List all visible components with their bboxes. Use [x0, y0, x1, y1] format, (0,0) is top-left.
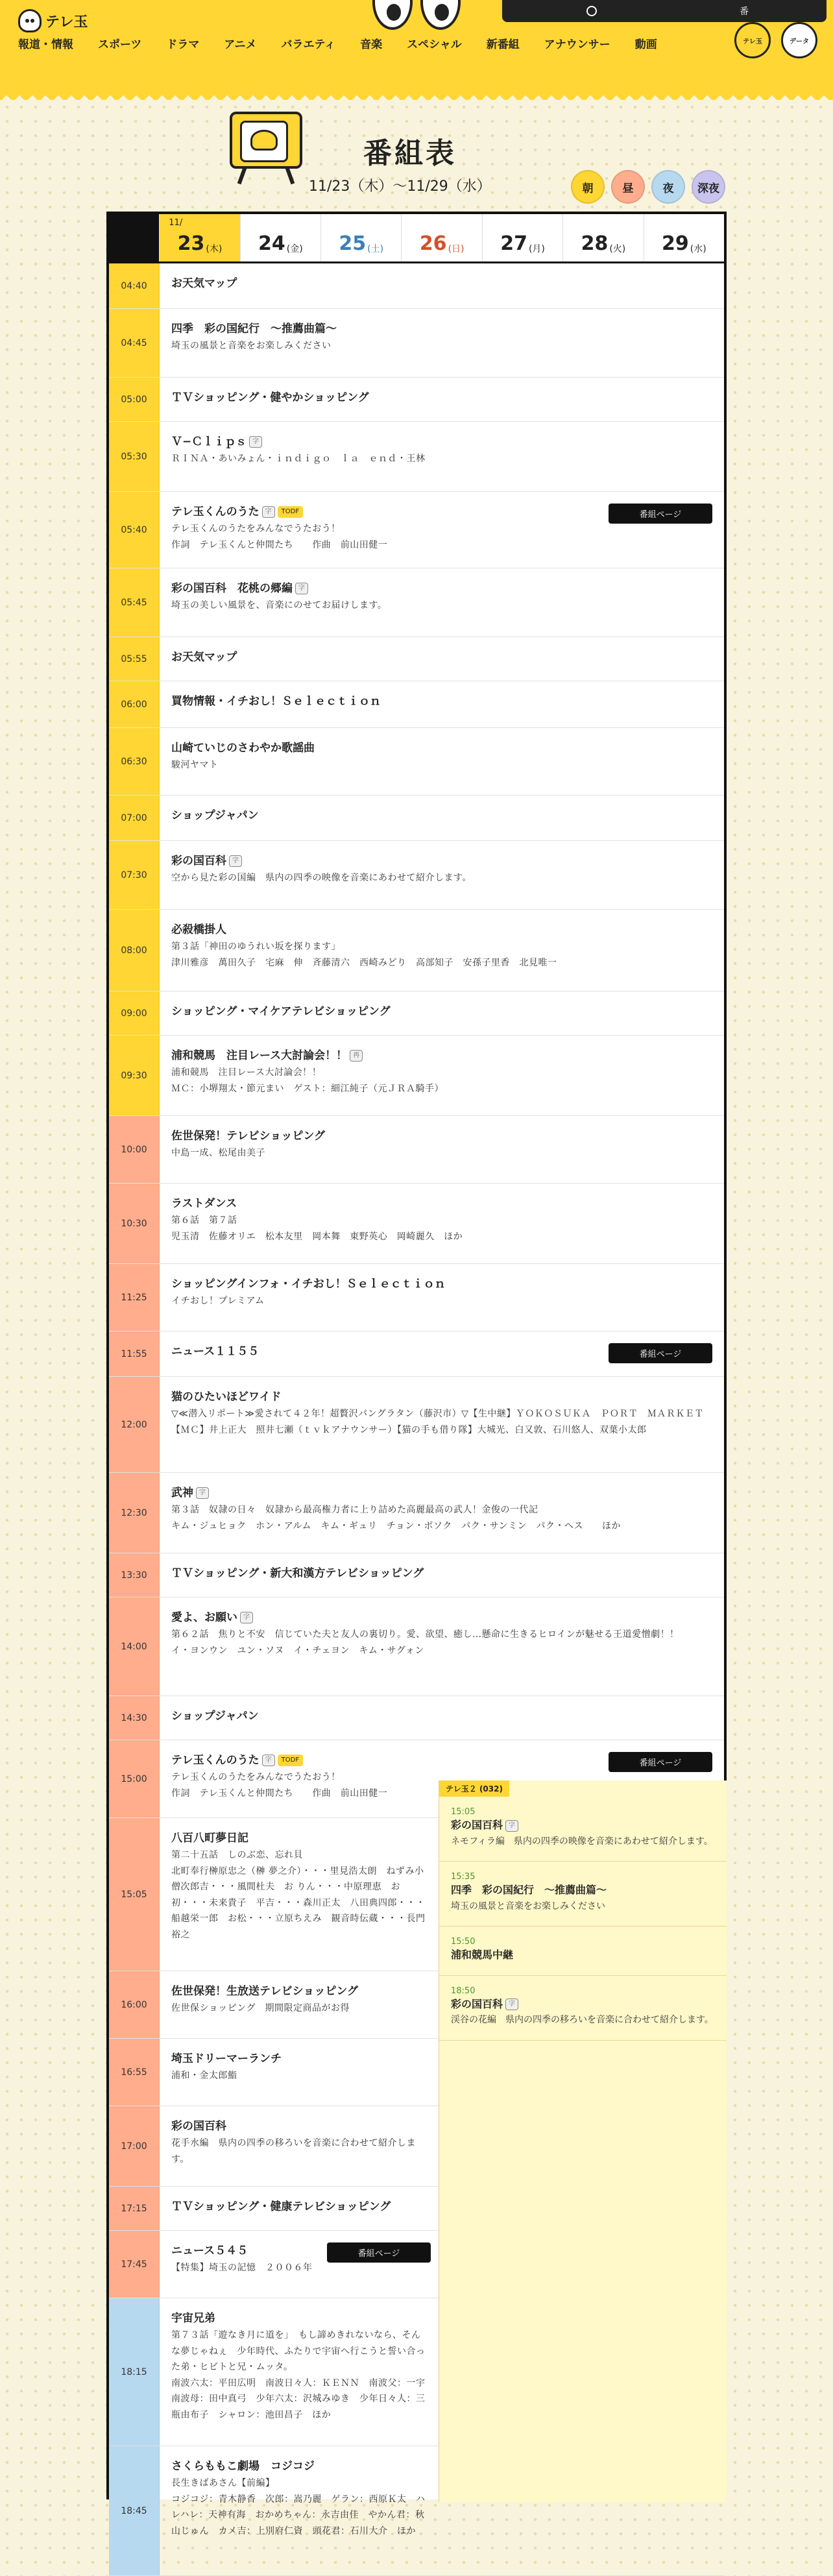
program-time: 17:45 [109, 2231, 160, 2298]
day-tab[interactable] [240, 214, 320, 261]
caption-badge: 字 [295, 583, 308, 594]
caption-badge: 再 [350, 1050, 363, 1062]
program-title-text: 買物情報・イチおし！Ｓｅｌｅｃｔｉｏｎ [171, 695, 381, 708]
corner-cell [109, 214, 159, 261]
day-weekday: (木) [206, 244, 223, 254]
program-title[interactable] [171, 275, 715, 293]
caption-badge: 字 [240, 1612, 253, 1623]
time-button[interactable]: 朝 [571, 170, 605, 204]
program-time: 16:00 [109, 1971, 160, 2038]
program-title-text: Ｖ−Ｃｌｉｐｓ [171, 435, 247, 448]
program-time: 18:45 [109, 2446, 160, 2575]
program-title-text: 八百八町夢日記 [171, 1832, 248, 1845]
program-row [109, 568, 724, 637]
nav-item[interactable]: スペシャル [407, 38, 462, 51]
nav-item[interactable]: バラエティ [281, 38, 336, 51]
sub-program-title[interactable] [451, 1947, 715, 1963]
program-desc: 児玉清 佐藤オリエ 松本友里 岡本舞 東野英心 岡崎麗久 ほか [171, 1231, 463, 1242]
sub-program-time: 15:35 [451, 1872, 476, 1882]
program-cell[interactable] [160, 2187, 439, 2230]
program-time: 17:00 [109, 2106, 160, 2186]
program-time: 15:00 [109, 1740, 160, 1817]
program-cell[interactable] [160, 309, 724, 377]
program-title[interactable] [171, 1047, 715, 1065]
program-desc: ＭＣ：小堺翔太・節元まい ゲスト：細江純子（元ＪＲＡ騎手） [171, 1083, 444, 1094]
program-desc: 埼玉の風景と音楽をお楽しみください [171, 341, 332, 352]
program-desc: 中島一成、松尾由美子 [171, 1148, 265, 1159]
program-desc: 作詞 テレ玉くんと仲間たち 作曲 前山田健一 [171, 539, 388, 550]
program-time: 04:45 [109, 309, 160, 377]
program-title-text: ニュース１１５５ [171, 1345, 260, 1358]
program-time: 12:30 [109, 1473, 160, 1553]
program-title[interactable] [171, 1276, 715, 1293]
program-cell[interactable] [160, 568, 724, 637]
program-cell[interactable] [160, 422, 724, 491]
program-desc: 南波六太：平田広明 南波日々人：ＫＥＮＮ 南波父：一宇 南波母：田中真弓 少年六太：沢城みゆき 少年日々人：三瓶由布子 シャロン：池田昌子 ほか [171, 2377, 435, 2420]
program-title-text: 埼玉ドリーマーランチ [171, 2052, 282, 2065]
sub-program-time: 18:50 [451, 1986, 476, 1996]
time-button[interactable]: 夜 [651, 170, 685, 204]
program-time: 17:15 [109, 2187, 160, 2230]
day-date: 23 [177, 232, 205, 255]
program-title[interactable] [171, 807, 715, 825]
nav-item[interactable]: アニメ [224, 38, 257, 51]
program-title[interactable] [171, 433, 715, 451]
sub-program-title[interactable] [451, 1996, 715, 2013]
program-title-text: テレ玉くんのうた [171, 505, 260, 518]
sub-program-title-text: 四季 彩の国紀行 〜推薦曲篇〜 [451, 1884, 607, 1897]
program-title-text: 愛よ、お願い [171, 1611, 237, 1624]
program-title[interactable] [171, 921, 715, 939]
program-title-text: 必殺橋掛人 [171, 923, 226, 936]
top-bar [502, 0, 827, 22]
program-title[interactable] [171, 649, 715, 666]
day-tab[interactable] [401, 214, 481, 261]
program-title-text: 彩の国百科 [171, 855, 226, 868]
program-title[interactable] [171, 389, 715, 407]
program-desc: 長生きばあさん【前編】 [171, 2478, 275, 2489]
period-range: 11/23（木）〜11/29（水） [309, 178, 491, 195]
program-row [109, 728, 724, 796]
day-tab[interactable] [320, 214, 401, 261]
program-desc: 第３話 奴隷の日々 奴隷から最高権力者に上り詰めた高麗最高の武人！金俊の一代記 [171, 1505, 538, 1516]
day-date: 27 [500, 232, 527, 255]
program-title[interactable] [171, 1830, 429, 1847]
program-cell[interactable] [160, 1971, 439, 2038]
program-title[interactable] [171, 580, 715, 598]
day-date: 24 [258, 232, 285, 255]
program-desc: キム・ジュヒョク ホン・アルム キム・ギュリ チョン・ボソク パク・サンミン パク・ヘス ほか [171, 1520, 622, 1531]
program-cell[interactable] [160, 796, 724, 840]
program-desc: ▽≪潜入リポート≫愛されて４２年！超贅沢パングラタン（藤沢市）▽【生中継】ＹＯＫＯＳＵＫＡ ＰＯＲＴ ＭＡＲＫＥＴ [171, 1409, 704, 1420]
day-weekday: (水) [690, 244, 706, 254]
program-time: 10:30 [109, 1184, 160, 1263]
program-title-text: 武神 [171, 1487, 193, 1500]
program-title-text: ショップジャパン [171, 1710, 259, 1723]
program-title-text: お天気マップ [171, 651, 237, 664]
sub-program-title-text: 浦和競馬中継 [451, 1949, 514, 1962]
time-button[interactable]: 深夜 [692, 170, 725, 204]
program-row [109, 1696, 724, 1740]
program-time: 09:00 [109, 991, 160, 1035]
nav-item[interactable]: ドラマ [166, 38, 200, 51]
program-row [109, 1331, 724, 1377]
day-date: 28 [581, 232, 609, 255]
program-title[interactable] [171, 1003, 715, 1021]
program-cell[interactable] [160, 378, 724, 421]
program-desc: コジコジ：青木静香 次郎：嵩乃麗 ゲラン：西原Ｋ太 ハレハレ：天神有海 おかめちゃん：永吉由佳 やかん君：秋山じゅん カメ吉：上別府仁資 頭花君：石川大介 ほか [171, 2494, 426, 2536]
program-title-text: ＴＶショッピング・新大和漢方テレビショッピング [171, 1567, 424, 1580]
program-title[interactable] [171, 1565, 715, 1583]
program-cell[interactable] [160, 263, 724, 308]
caption-badge: 字 [505, 1820, 518, 1832]
nav-item[interactable]: アナウンサー [544, 38, 610, 51]
program-cell[interactable] [160, 1553, 724, 1597]
program-cell[interactable] [160, 681, 724, 727]
program-desc: 浦和競馬 注目レース大討論会！！ [171, 1067, 322, 1078]
program-title-text: さくらももこ劇場 コジコジ [171, 2460, 315, 2473]
program-title[interactable] [171, 2310, 429, 2327]
day-weekday: (土) [367, 244, 384, 254]
day-date: 29 [661, 232, 689, 255]
time-of-day-buttons [571, 170, 725, 204]
sub-channel-panel [439, 1780, 727, 2502]
mascot-eyes-icon [372, 0, 463, 39]
day-month: 11/ [169, 218, 183, 228]
program-desc: 第６話 第７話 [171, 1215, 237, 1226]
program-time: 05:00 [109, 378, 160, 421]
program-cell[interactable] [160, 1184, 724, 1263]
tv-mascot-icon [230, 112, 302, 169]
program-title[interactable] [171, 1983, 429, 2000]
program-title[interactable] [171, 693, 715, 711]
program-desc: 第二十五話 しのぶ恋、忘れ貝 [171, 1850, 303, 1861]
program-cell[interactable] [160, 910, 724, 991]
program-page-button[interactable]: 番組ページ [327, 2242, 431, 2263]
day-weekday: (金) [286, 244, 303, 254]
program-row [109, 796, 724, 841]
sub-program[interactable] [439, 1926, 727, 1976]
program-cell[interactable] [160, 1696, 724, 1740]
program-row [109, 1116, 724, 1184]
day-weekday: (月) [528, 244, 545, 254]
program-time: 08:00 [109, 910, 160, 991]
day-tab[interactable] [562, 214, 643, 261]
program-cell[interactable] [160, 1818, 439, 1971]
program-desc: イ・ヨンウン ユン・ソヌ イ・チェヨン キム・サグォン [171, 1645, 424, 1656]
program-desc: 浦和・金太郎鮨 [171, 2071, 237, 2082]
program-time: 06:00 [109, 681, 160, 727]
program-title-text: 宇宙兄弟 [171, 2312, 215, 2325]
program-desc: 埼玉の美しい風景を、音楽にのせてお届けします。 [171, 600, 387, 611]
logo-text: テレ玉 [45, 14, 88, 30]
program-title[interactable] [171, 2118, 429, 2135]
program-time: 04:40 [109, 263, 160, 308]
program-cell[interactable] [160, 2106, 439, 2186]
program-row [109, 422, 724, 492]
program-cell[interactable] [160, 728, 724, 795]
sub-program[interactable] [439, 1797, 727, 1862]
day-date: 26 [419, 232, 447, 255]
program-cell[interactable] [160, 1473, 724, 1553]
program-desc: 空から見た彩の国編 県内の四季の映像を音楽にあわせて紹介します。 [171, 873, 472, 884]
sub-program-title[interactable] [451, 1882, 715, 1899]
program-title-text: ニュース５４５ [171, 2244, 248, 2257]
program-time: 18:15 [109, 2298, 160, 2446]
program-row [109, 1036, 724, 1116]
tv-leg-icon [285, 167, 295, 184]
program-time: 12:00 [109, 1377, 160, 1472]
program-title-text: 浦和競馬 注目レース大討論会！！ [171, 1049, 348, 1062]
program-time: 05:30 [109, 422, 160, 491]
todf-badge: TODF [278, 506, 303, 518]
sub-program-desc: ネモフィラ編 県内の四季の映像を音楽にあわせて紹介します。 [451, 1836, 713, 1847]
caption-badge: 字 [249, 436, 262, 448]
program-desc: 駿河ヤマト [171, 760, 219, 771]
day-weekday: (日) [448, 244, 465, 254]
day-tab[interactable] [644, 214, 724, 261]
program-desc: 第７３話「遊なき月に道を」 もし諦めきれないなら、そんな夢じゃねぇ 少年時代、ふたりで宇宙へ行こうと誓い合った弟・ヒビトと兄・ムッタ。 [171, 2330, 426, 2373]
sub-program-title-text: 彩の国百科 [451, 1997, 503, 2010]
tele-tama-mascot-button[interactable]: テレ玉 [734, 22, 771, 58]
site-header [0, 0, 833, 91]
day-tab[interactable] [159, 214, 239, 261]
program-time: 14:00 [109, 1598, 160, 1695]
program-time: 10:00 [109, 1116, 160, 1183]
program-title-text: 山崎ていじのさわやか歌謡曲 [171, 742, 315, 755]
program-row [109, 1473, 724, 1553]
program-time: 05:45 [109, 568, 160, 637]
program-cell[interactable] [160, 1598, 724, 1695]
program-desc: 北町奉行榊原忠之（榊 夢之介）・・・里見浩太朗 ねずみ小僧次郎吉・・・風間杜夫 お りん・・・中原理恵 お初・・・未来貴子 平吉・・・森川正太 八田典四郎・・・船越栄一郎 お松・・・立原ちえみ 観音時伝蔵・・・長門裕之 [171, 1865, 426, 1940]
caption-badge: 字 [262, 506, 275, 518]
program-title-text: お天気マップ [171, 277, 237, 290]
program-title-text: ラストダンス [171, 1197, 237, 1210]
program-row [109, 263, 724, 309]
day-weekday: (火) [609, 244, 626, 254]
program-row [109, 910, 724, 991]
sub-program-time: 15:50 [451, 1937, 476, 1947]
nav-item[interactable]: 報道・情報 [18, 38, 73, 51]
program-cell[interactable] [160, 2298, 439, 2446]
program-title-text: ショッピングインフォ・イチおし！Ｓｅｌｅｃｔｉｏｎ [171, 1278, 446, 1291]
program-title[interactable] [171, 1708, 715, 1725]
sub-program-title[interactable] [451, 1817, 715, 1834]
sub-program[interactable] [439, 1862, 727, 1926]
caption-badge: 字 [229, 855, 242, 867]
clock-icon[interactable] [586, 6, 597, 16]
program-desc: イチおし！プレミアム [171, 1296, 265, 1307]
program-time: 09:30 [109, 1036, 160, 1115]
sub-program-time: 15:05 [451, 1807, 476, 1817]
sub-program-desc: 渓谷の花編 県内の四季の移ろいを音楽に合わせて紹介します。 [451, 2015, 714, 2026]
caption-badge: 字 [196, 1487, 209, 1499]
program-desc: 津川雅彦 萬田久子 宅麻 伸 斉藤清六 西崎みどり 高部知子 安孫子里香 北見唯一 [171, 957, 557, 968]
program-desc: 第６２話 焦りと不安 信じていた夫と友人の裏切り。愛、欲望、癒し…懸命に生きるヒロインが魅せる王道愛憎劇！！ [171, 1629, 679, 1640]
logo[interactable] [18, 9, 88, 32]
program-title[interactable] [171, 740, 715, 757]
program-time: 05:55 [109, 637, 160, 681]
caption-badge: 字 [262, 1755, 275, 1766]
sub-program[interactable] [439, 1976, 727, 2041]
program-desc: ＲＩＮＡ・あいみょん・ｉｎｄｉｇｏ ｌａ ｅｎｄ・王林 [171, 454, 426, 465]
program-desc: 第３話「神田のゆうれい坂を探ります」 [171, 942, 341, 953]
caption-badge: 字 [505, 1999, 518, 2010]
program-title-text: 彩の国百科 [171, 2120, 226, 2133]
program-title[interactable] [171, 853, 715, 870]
program-title-text: 佐世保発！テレビショッピング [171, 1130, 325, 1143]
program-title[interactable] [171, 321, 715, 338]
day-date: 25 [339, 232, 367, 255]
program-desc: 花手水編 県内の四季の移ろいを音楽に合わせて紹介します。 [171, 2138, 416, 2165]
page-title: 番組表 [363, 137, 457, 170]
program-title[interactable] [171, 1195, 715, 1213]
todf-badge: TODF [278, 1755, 303, 1766]
program-row [109, 309, 724, 378]
program-title-text: 彩の国百科 花桃の郷編 [171, 582, 293, 595]
program-title-text: ＴＶショッピング・健やかショッピング [171, 391, 369, 404]
program-row [109, 1377, 724, 1473]
nav-item[interactable]: 新番組 [486, 38, 520, 51]
program-title-text: ＴＶショッピング・健康テレビショッピング [171, 2200, 391, 2213]
program-guide-link[interactable]: 番 [740, 6, 749, 17]
program-desc: 【特集】埼玉の記憶 ２００６年 [171, 2263, 313, 2274]
program-row [109, 1264, 724, 1331]
program-title-text: テレ玉くんのうた [171, 1754, 260, 1767]
program-title[interactable] [171, 1389, 715, 1406]
nav-item[interactable]: 音楽 [360, 38, 383, 51]
program-time: 05:40 [109, 492, 160, 568]
program-time: 13:30 [109, 1553, 160, 1597]
program-time: 06:30 [109, 728, 160, 795]
program-page-button[interactable]: 番組ページ [609, 504, 712, 524]
program-title[interactable] [171, 1609, 715, 1627]
program-row [109, 1553, 724, 1598]
program-title-text: ショッピング・マイケアテレビショッピング [171, 1005, 391, 1018]
nav-item[interactable]: 動画 [634, 38, 657, 51]
program-time: 07:30 [109, 841, 160, 909]
program-title-text: 猫のひたいほどワイド [171, 1391, 282, 1403]
tele-tama-icon [18, 9, 42, 32]
day-tabs [109, 214, 724, 263]
program-desc: 作詞 テレ玉くんと仲間たち 作曲 前山田健一 [171, 1788, 388, 1799]
day-tab[interactable] [482, 214, 562, 261]
program-title[interactable] [171, 1485, 715, 1502]
program-cell[interactable] [160, 2446, 439, 2575]
schedule-table [106, 212, 727, 2536]
sub-channel-header: テレ玉２ (032) [439, 1780, 509, 1797]
program-time: 16:55 [109, 2039, 160, 2106]
program-time: 07:00 [109, 796, 160, 840]
program-cell[interactable] [160, 637, 724, 681]
program-time: 15:05 [109, 1818, 160, 1971]
program-title[interactable] [171, 2198, 429, 2216]
data-broadcast-button[interactable]: データ [781, 22, 817, 58]
program-time: 11:25 [109, 1264, 160, 1331]
program-row [109, 378, 724, 422]
global-nav [18, 35, 682, 51]
program-page-button[interactable]: 番組ページ [609, 1343, 712, 1363]
program-page-button[interactable]: 番組ページ [609, 1752, 712, 1772]
program-cell[interactable] [160, 2231, 439, 2298]
program-time: 11:55 [109, 1331, 160, 1376]
program-row [109, 492, 724, 568]
program-cell[interactable] [160, 1264, 724, 1331]
program-row [109, 1184, 724, 1264]
program-row [109, 637, 724, 681]
sub-program-desc: 埼玉の風景と音楽をお楽しみください [451, 1901, 605, 1912]
program-cell[interactable] [160, 841, 724, 909]
program-title[interactable] [171, 1128, 715, 1145]
program-desc: 佐世保ショッピング 期間限定商品がお得 [171, 2003, 350, 2014]
program-cell[interactable] [160, 1116, 724, 1183]
program-row [109, 841, 724, 910]
program-time: 14:30 [109, 1696, 160, 1740]
program-desc: テレ玉くんのうたをみんなでうたおう！ [171, 1772, 341, 1783]
tv-leg-icon [237, 167, 247, 184]
program-title[interactable] [171, 2050, 429, 2068]
program-desc: 【ＭＣ】井上正大 照井七瀬（ｔｖｋアナウンサー）【猫の手も借り隊】大城光、白又敦、石川悠人、双葉小太郎 [171, 1424, 647, 1435]
program-desc: テレ玉くんのうたをみんなでうたおう！ [171, 524, 341, 535]
sub-program-title-text: 彩の国百科 [451, 1819, 503, 1831]
program-title-text: 佐世保発！生放送テレビショッピング [171, 1985, 358, 1998]
nav-item[interactable]: スポーツ [98, 38, 142, 51]
program-cell[interactable] [160, 2039, 439, 2106]
program-cell[interactable] [160, 1377, 724, 1472]
program-row [109, 991, 724, 1036]
program-row [109, 1598, 724, 1696]
program-title[interactable] [171, 2458, 429, 2475]
program-title-text: 四季 彩の国紀行 〜推薦曲篇〜 [171, 322, 337, 335]
time-button[interactable]: 昼 [611, 170, 645, 204]
program-cell[interactable] [160, 991, 724, 1035]
program-cell[interactable] [160, 1036, 724, 1115]
program-row [109, 681, 724, 728]
program-title-text: ショップジャパン [171, 809, 259, 822]
